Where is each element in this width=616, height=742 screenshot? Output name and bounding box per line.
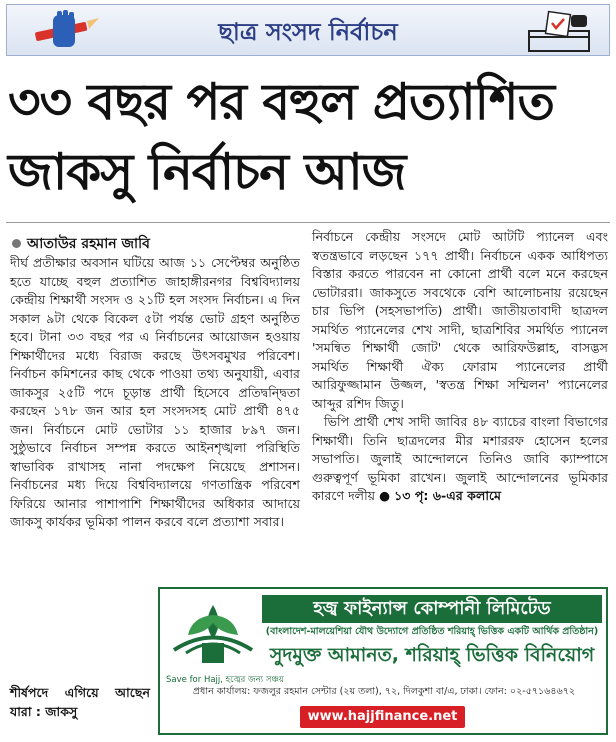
author-name: আতাউর রহমান জাবি [27, 236, 150, 252]
headline-divider [6, 222, 610, 223]
byline [12, 232, 150, 256]
bullet-icon: ● [379, 488, 391, 503]
ad-slogan: সুদমুক্ত আমানত, শরিয়াহ্ ভিত্তিক বিনিয়োগ [269, 644, 595, 666]
hajj-finance-advertisement[interactable] [158, 587, 608, 735]
paragraph: ভিপি প্রার্থী শেখ সাদী জাবির ৪৮ ব্যাচের বাংলা বিভাগের শিক্ষার্থী। তিনি ছাত্রদলের মীর মশাররফ হোসেন হলের সভাপতি। জুলাই আন্দোলনে তিনিও জাবি ক্যাম্পাসে গুরুত্বপূর্ণ ভূমিকা রাখেন। জুলাই আন্দোলনের ভূমিকার কারণে দলীয় ● ১৩ পৃ: ৬-এর কলামে [312, 414, 608, 503]
banner-title: ছাত্র সংসদ নির্বাচন [218, 18, 398, 46]
headline-line-1: ৩৩ বছর পর বহুল প্রত্যাশিত [8, 73, 554, 131]
ballot-box-icon [519, 9, 599, 53]
article-column-1 [10, 254, 300, 532]
logo-caption: Save for Hajj, হজ্বের জন্য সঞ্চয় [166, 675, 284, 685]
headline-line-2: জাকসু নির্বাচন আজ [8, 143, 406, 201]
ad-brand-name: হজ্ব ফাইন্যান্স কোম্পানী লিমিটেড [262, 595, 602, 623]
ad-subtitle: (বাংলাদেশ-মালয়েশিয়া যৌথ উদ্যোগে প্রতিষ্ঠিত শরিয়াহ্ ভিত্তিক একটি আর্থিক প্রতিষ্ঠান) [265, 626, 599, 637]
continuation-note: ১৩ পৃ: ৬-এর কলামে [394, 488, 502, 503]
paragraph: নির্বাচনে কেন্দ্রীয় সংসদে মোট আটটি প্যানেল এবং স্বতন্ত্রভাবে লড়ছেন ১৭৭ প্রার্থী। নির্বাচনে একক আধিপত্য বিস্তার করতে পারবেন না কোনো প্রার্থী বলে মনে করছেন ভোটাররা। জাকসুতে সবথেকে বেশি আলোচনায় রয়েছেন চার ভিপি (সহসভাপতি) প্রার্থী। জাতীয়তাবাদী ছাত্রদল সমর্থিত প্যানেলের শেখ সাদী, ছাত্রশিবির সমর্থিত প্যানেল 'সমন্বিত শিক্ষার্থী জোট' থেকে আরিফউল্লাহ, বাসদ্ভস সমর্থিত শিক্ষার্থী ঐক্য ফোরাম প্যানেলের প্রার্থী আরিফুজ্জামান উজ্জল, 'স্বতন্ত্র শিক্ষা সম্মিলন' প্যানেলের আব্দুর রশিদ জিতু। [312, 229, 608, 411]
kaaba-leaf-logo-icon [164, 595, 262, 681]
article-column-2 [312, 228, 608, 506]
paragraph: শীর্ষপদে এগিয়ে আছেন যারা : জাকসু [10, 685, 150, 719]
paragraph: দীর্ঘ প্রতীক্ষার অবসান ঘটিয়ে আজ ১১ সেপ্টেম্বর অনুষ্ঠিত হতে যাচ্ছে বহুল প্রত্যাশিত জাহাঙ্গীরনগর বিশ্ববিদ্যালয় কেন্দ্রীয় শিক্ষার্থী সংসদ ও ২১টি হল সংসদ নির্বাচন। এ দিন সকাল ৯টা থেকে বিকেল ৫টা পর্যন্ত ভোট গ্রহণ অনুষ্ঠিত হবে। টানা ৩৩ বছর পর এ নির্বাচনের আয়োজন হওয়ায় শিক্ষার্থীদের মধ্যে বিরাজ করছে উৎসবমুখর পরিবেশ। নির্বাচন কমিশনের কাছ থেকে পাওয়া তথ্য অনুযায়ী, এবার জাকসুর ২৫টি পদে চূড়ান্ত প্রার্থী হিসেবে প্রতিদ্বন্দ্বিতা করছেন ১৭৮ জন আর হল সংসদসহ মোট প্রার্থী ৪৭৫ জন। নির্বাচনে মোট ভোটার ১১ হাজার ৮৯৭ জন। সুষ্ঠুভাবে নির্বাচন সম্পন্ন করতে আইনশৃঙ্খলা পরিস্থিতি স্বাভাবিক রাখাসহ নানা পদক্ষেপ নিয়েছে প্রশাসন। নির্বাচনের মধ্য দিয়ে বিশ্ববিদ্যালয়ে গণতান্ত্রিক পরিবেশ ফিরিয়ে আনার পাশাপাশি শিক্ষার্থীদের অধিকার আদায়ে জাকসু কার্যকর ভূমিকা পালন করবে বলে প্রত্যাশা সবার। [10, 255, 300, 529]
ad-address: প্রধান কার্যালয়: ফজলুর রহমান সেন্টার (২য় তলা), ৭২, দিলকুশা বা/এ, ঢাকা। ফোন: ০২-৫৭১৬৪৬৭২ [192, 686, 576, 697]
ad-website-link[interactable]: www.hajjfinance.net [300, 706, 465, 728]
bullet-icon [12, 239, 21, 248]
section-banner [6, 4, 610, 56]
article-column-1-lower [10, 684, 150, 721]
